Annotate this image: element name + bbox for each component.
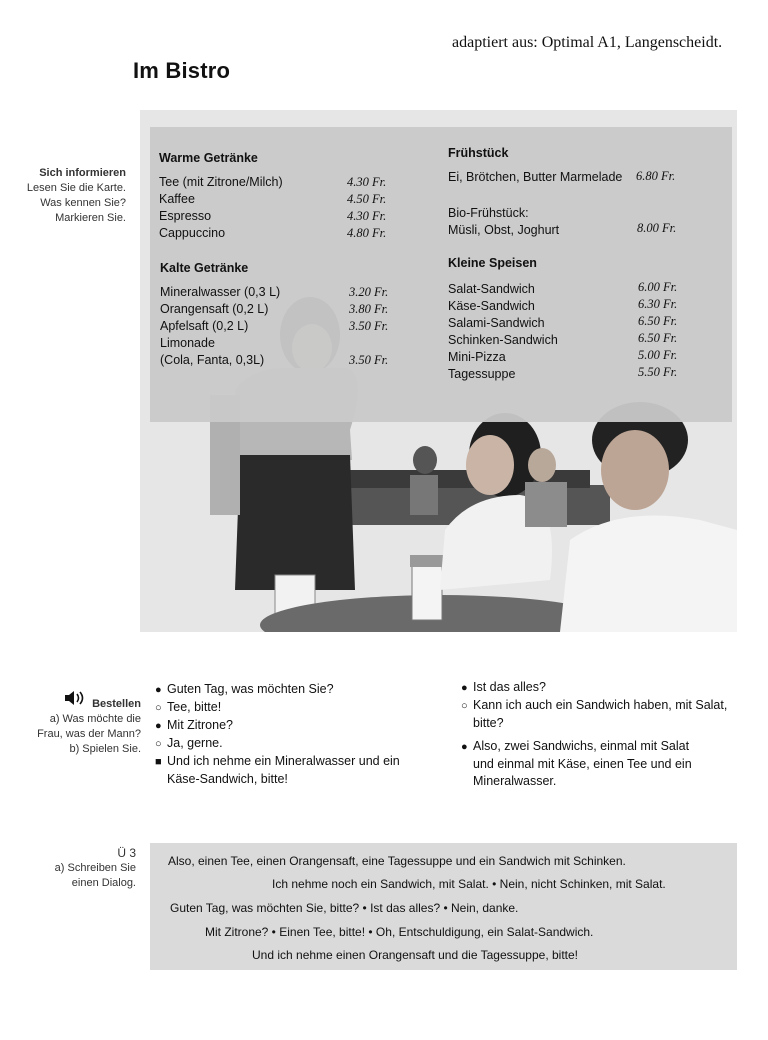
info-line: Lesen Sie die Karte.	[26, 182, 126, 194]
dialog-line	[155, 717, 445, 735]
dialog-text: Mit Zitrone?	[167, 718, 233, 732]
menu-price: 3.80 Fr.	[349, 302, 389, 316]
dialog-left	[155, 681, 445, 788]
menu-item: Orangensaft (0,2 L)	[160, 302, 269, 316]
menu-item: Müsli, Obst, Joghurt	[448, 223, 560, 237]
dialog-text: Tee, bitte!	[167, 700, 222, 714]
dialog-text: Käse-Sandwich, bitte!	[167, 772, 288, 786]
order-instructions	[20, 697, 141, 757]
warm-drinks-list	[159, 174, 283, 242]
menu-price: 6.80 Fr.	[636, 169, 676, 183]
menu-heading-breakfast: Frühstück	[448, 146, 509, 160]
menu-price: 3.20 Fr.	[349, 285, 389, 299]
dialog-marker: ●	[461, 741, 468, 753]
menu-price: 4.50 Fr.	[347, 192, 387, 206]
info-label: Sich informieren	[39, 167, 126, 179]
dialog-text: Ist das alles?	[473, 680, 546, 694]
dialog-right	[461, 679, 741, 790]
menu-price: 6.30 Fr.	[638, 297, 678, 311]
menu-heading-warm: Warme Getränke	[159, 151, 258, 165]
menu-price: 3.50 Fr.	[349, 319, 389, 333]
menu-price: 3.50 Fr.	[349, 353, 389, 367]
menu-price: 4.30 Fr.	[347, 175, 387, 189]
menu-price	[349, 335, 388, 352]
dialog-text: Guten Tag, was möchten Sie?	[167, 682, 334, 696]
dialog-line	[155, 771, 445, 788]
dialog-text: und einmal mit Käse, einen Tee und ein	[473, 757, 692, 771]
menu-heading-snacks: Kleine Speisen	[448, 256, 537, 270]
dialog-line	[461, 756, 741, 773]
menu-item: Espresso	[159, 209, 212, 223]
menu-item: Mineralwasser (0,3 L)	[160, 285, 281, 299]
menu-item: Tagessuppe	[448, 367, 516, 381]
exercise-line: a) Schreiben Sie	[54, 862, 136, 874]
page-title: Im Bistro	[133, 58, 231, 83]
menu-price: 4.30 Fr.	[347, 209, 387, 223]
dialog-marker: ●	[155, 684, 162, 696]
dialog-marker: ●	[461, 682, 468, 694]
menu-item: Käse-Sandwich	[448, 299, 535, 313]
exercise-number: Ü 3	[117, 846, 136, 860]
dialog-text: Ja, gerne.	[167, 736, 223, 750]
menu-item: Cappuccino	[159, 226, 226, 240]
menu-heading-cold: Kalte Getränke	[160, 261, 249, 275]
dialog-text: Mineralwasser.	[473, 774, 557, 788]
dialog-marker: ■	[155, 756, 162, 768]
dialog-text: Und ich nehme ein Mineralwasser und ein	[167, 754, 400, 768]
menu-price: 6.50 Fr.	[638, 314, 678, 328]
snacks-list	[448, 281, 558, 383]
order-line: Frau, was der Mann?	[37, 728, 141, 740]
warm-drinks-prices	[347, 174, 386, 242]
exercise-sentence: Mit Zitrone? • Einen Tee, bitte! • Oh, Entschuldigung, ein Salat-Sandwich.	[205, 925, 594, 939]
menu-price: 6.00 Fr.	[638, 280, 678, 294]
order-line: a) Was möchte die	[49, 713, 141, 725]
menu-price: 6.50 Fr.	[638, 331, 678, 345]
menu-item: Tee (mit Zitrone/Milch)	[159, 175, 283, 189]
exercise-sentence: Also, einen Tee, einen Orangensaft, eine Tagessuppe und ein Sandwich mit Schinken.	[168, 854, 626, 868]
menu-item: Ei, Brötchen, Butter Marmelade	[448, 170, 623, 184]
menu-item: Bio-Frühstück:	[448, 206, 529, 220]
dialog-line	[155, 753, 445, 771]
menu-price: 5.00 Fr.	[638, 348, 678, 362]
dialog-line	[461, 697, 741, 715]
order-line: b) Spielen Sie.	[69, 743, 141, 755]
order-label: Bestellen	[92, 698, 141, 710]
dialog-line	[461, 738, 741, 756]
exercise-line: einen Dialog.	[71, 877, 136, 889]
dialog-line	[461, 715, 741, 732]
dialog-line	[461, 679, 741, 697]
menu-item: Limonade	[160, 336, 215, 350]
menu-item: (Cola, Fanta, 0,3L)	[160, 353, 265, 367]
menu-item: Schinken-Sandwich	[448, 333, 558, 347]
dialog-text: Also, zwei Sandwichs, einmal mit Salat	[473, 739, 690, 753]
menu-item: Salami-Sandwich	[448, 316, 545, 330]
dialog-line	[461, 773, 741, 790]
cold-drinks-list	[160, 284, 280, 369]
cold-drinks-prices	[349, 284, 388, 369]
dialog-line	[155, 681, 445, 699]
menu-price: 5.50 Fr.	[638, 365, 678, 379]
menu-item: Salat-Sandwich	[448, 282, 535, 296]
exercise-sentence: Ich nehme noch ein Sandwich, mit Salat. • Nein, nicht Schinken, mit Salat.	[272, 877, 666, 891]
exercise-sentence: Und ich nehme einen Orangensaft und die Tagessuppe, bitte!	[252, 948, 579, 962]
info-line: Markieren Sie.	[55, 212, 126, 224]
menu-price: 4.80 Fr.	[347, 226, 387, 240]
dialog-text: Kann ich auch ein Sandwich haben, mit Salat,	[473, 698, 728, 712]
info-line: Was kennen Sie?	[40, 197, 126, 209]
exercise-instructions	[20, 846, 136, 891]
menu-item: Mini-Pizza	[448, 350, 506, 364]
info-instructions	[20, 166, 126, 226]
exercise-sentence: Guten Tag, was möchten Sie, bitte? • Ist das alles? • Nein, danke.	[170, 901, 519, 915]
dialog-marker: ○	[155, 702, 162, 714]
menu-price: 8.00 Fr.	[637, 221, 677, 235]
dialog-marker: ○	[155, 738, 162, 750]
dialog-text: bitte?	[473, 716, 504, 730]
snacks-prices	[638, 279, 677, 381]
menu-item: Apfelsaft (0,2 L)	[160, 319, 249, 333]
dialog-marker: ○	[461, 700, 468, 712]
source-credit: adaptiert aus: Optimal A1, Langenscheidt.	[452, 34, 723, 51]
menu-item: Kaffee	[159, 192, 195, 206]
dialog-marker: ●	[155, 720, 162, 732]
dialog-line	[155, 699, 445, 717]
dialog-line	[155, 735, 445, 753]
